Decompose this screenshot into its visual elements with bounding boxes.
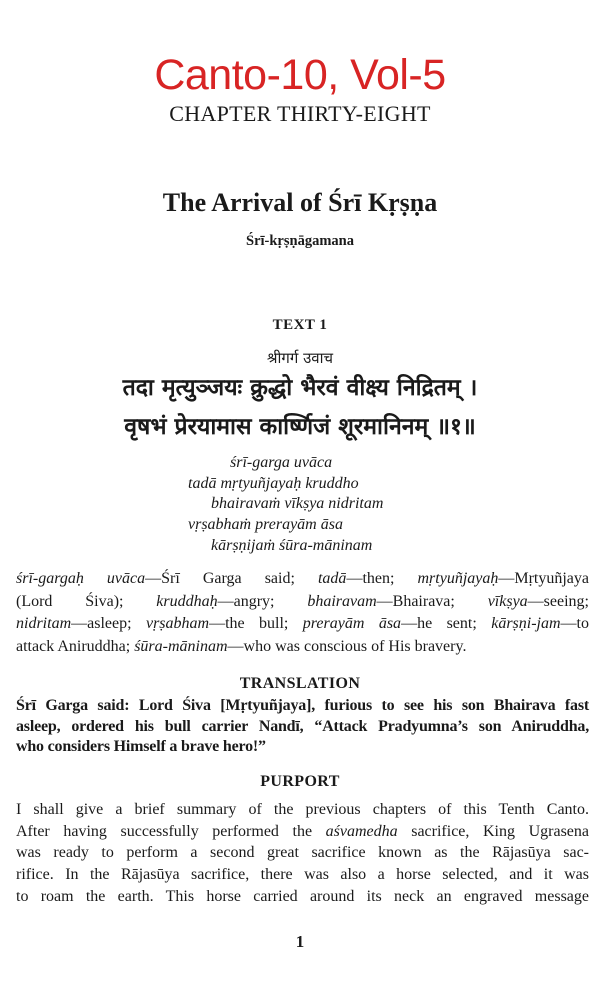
gloss: (Lord Śiva); <box>16 592 157 610</box>
gloss: —Bhairava; <box>376 592 488 610</box>
transliteration-line: śrī-garga uvāca <box>230 454 333 471</box>
transliteration-line: vṛṣabhaṁ prerayām āsa <box>188 516 343 533</box>
synonyms-line <box>16 591 589 614</box>
purport-heading: PURPORT <box>260 773 340 790</box>
transliteration-line: tadā mṛtyuñjayaḥ kruddho <box>188 475 359 492</box>
text-label: TEXT 1 <box>272 317 328 333</box>
word-for-word-synonyms <box>16 568 589 659</box>
transliteration-line: bhairavaṁ vīkṣya nidritam <box>211 495 384 512</box>
sanskrit-term: kruddhaḥ <box>156 592 218 610</box>
chapter-title: The Arrival of Śrī Kṛṣṇa <box>162 188 438 217</box>
sanskrit-term: vīkṣya <box>487 592 528 610</box>
gloss: —Mṛtyuñjaya <box>498 570 590 587</box>
sanskrit-term: prerayām āsa <box>302 615 402 633</box>
translation-heading: TRANSLATION <box>239 675 361 692</box>
gloss: —he sent; <box>401 615 492 633</box>
sanskrit-term: śūra-māninam <box>134 638 228 656</box>
chapter-number: CHAPTER THIRTY-EIGHT <box>169 101 431 126</box>
gloss: —Śrī Garga said; <box>145 570 318 587</box>
gloss: —angry; <box>217 592 308 610</box>
purport-text <box>16 799 589 908</box>
gloss: —who was conscious of His bravery. <box>227 638 467 656</box>
verse-line-2: वृषभं प्रेरयामास कार्ष्णिजं शूरमानिनम् ॥१॥ <box>124 414 476 440</box>
synonyms-line <box>16 568 589 591</box>
sanskrit-term: śrī-gargaḥ uvāca <box>16 570 146 587</box>
purport-line <box>16 821 589 843</box>
synonyms-line <box>16 636 589 659</box>
translation-line: Śrī Garga said: Lord Śiva [Mṛtyuñjaya], furious to see his son Bhairava fast <box>16 697 589 714</box>
translation-text <box>16 696 589 758</box>
sanskrit-term: bhairavam <box>307 592 377 610</box>
gloss: —to <box>560 615 589 633</box>
synonyms-line <box>16 613 589 636</box>
gloss: —seeing; <box>527 592 589 610</box>
sanskrit-term: nidritam <box>16 615 72 633</box>
verse-line-1: तदा मृत्युञ्जयः क्रुद्धो भैरवं वीक्ष्य निद्रितम् । <box>122 375 478 401</box>
sanskrit-term: tadā <box>317 570 347 587</box>
purport-line: to roam the earth. This horse carried around its neck an engraved message <box>16 887 589 905</box>
sanskrit-term: mṛtyuñjayaḥ <box>417 570 499 587</box>
gloss: —the bull; <box>209 615 303 633</box>
transliteration-line: kārṣṇijaṁ śūra-māninam <box>211 537 373 554</box>
purport-fragment: After having successfully performed the <box>16 822 326 840</box>
canto-heading: Canto-10, Vol-5 <box>154 51 446 99</box>
translation-line: asleep, ordered his bull carrier Nandī, “Attack Pradyumna’s son Aniruddha, <box>16 717 589 735</box>
translation-line: who considers Himself a brave hero!” <box>16 738 266 755</box>
gloss: —asleep; <box>71 615 146 633</box>
page-number: 1 <box>295 932 305 951</box>
purport-fragment: sacrifice, King Ugrasena <box>397 822 590 840</box>
purport-line: was ready to perform a second great sacrifice known as the Rājasūya sac- <box>16 844 589 862</box>
sanskrit-term: kārṣṇi-jam <box>491 615 561 633</box>
gloss: —then; <box>346 570 418 587</box>
purport-line: I shall give a brief summary of the previous chapters of this Tenth Canto. <box>16 801 589 818</box>
gloss: attack Aniruddha; <box>16 638 135 656</box>
chapter-subtitle: Śrī-kṛṣṇāgamana <box>246 233 354 249</box>
sanskrit-term: aśvamedha <box>325 822 398 840</box>
verse-speaker: श्रीगर्ग उवाच <box>266 349 334 367</box>
purport-line: rifice. In the Rājasūya sacrifice, there was also a horse selected, and it was <box>16 866 589 884</box>
sanskrit-term: vṛṣabham <box>145 615 210 633</box>
